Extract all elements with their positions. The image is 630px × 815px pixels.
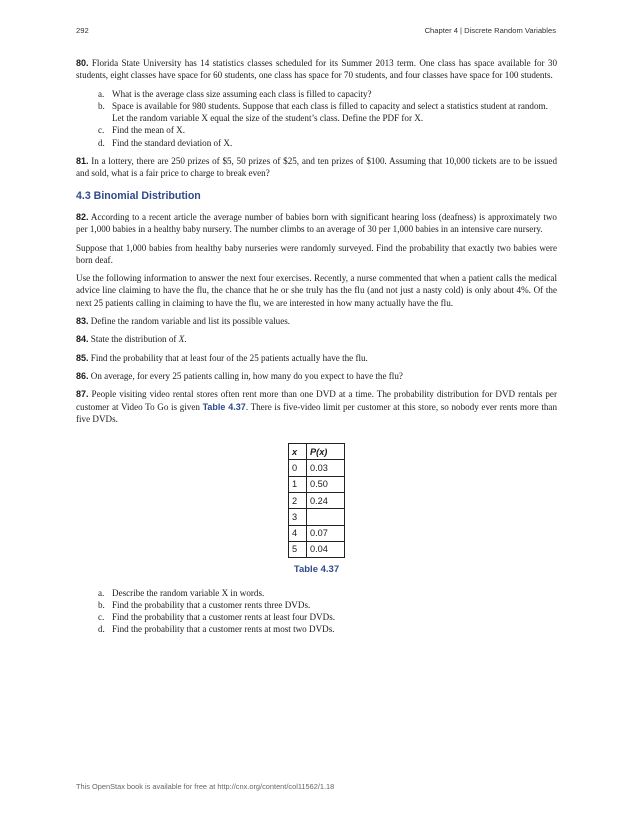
part-text: What is the average class size assuming each class is filled to capacity? — [112, 88, 372, 99]
problem-82-followup: Suppose that 1,000 babies from healthy baby nurseries were randomly surveyed. Find the probability that exactly two babies were born deaf. — [76, 242, 557, 265]
list-item — [98, 137, 557, 149]
part-label: a. — [98, 587, 105, 598]
list-item — [98, 623, 557, 635]
list-item — [98, 599, 557, 611]
problem-text: On average, for every 25 patients calling in, how many do you expect to have the flu? — [90, 370, 403, 381]
problem-85 — [76, 352, 557, 364]
problem-text: State the distribution of — [90, 334, 179, 345]
problem-80-parts — [76, 88, 557, 149]
list-item — [98, 88, 557, 100]
problem-83 — [76, 315, 557, 327]
problem-82 — [76, 211, 557, 236]
table-cell: 3 — [289, 509, 307, 525]
variable-x: X — [178, 334, 185, 345]
table-row — [289, 509, 345, 525]
problem-text-end: . There is five-video limit per customer at this store, so nobody ever rents more than five DVDs. — [76, 401, 557, 424]
problem-text: In a lottery, there are 250 prizes of $5, 50 prizes of $25, and ten prizes of $100. Assuming that 10,000 tickets are to be issued and sold, what is a fair price to charge to break even? — [76, 156, 557, 179]
table-link[interactable]: Table 4.37 — [202, 401, 246, 412]
problem-text: People visiting video rental stores often rent more than one DVD at a time. The probability distribution for DVD rentals per customer at Video To Go is given — [76, 389, 557, 412]
problem-number: 85. — [76, 352, 89, 363]
problem-81 — [76, 155, 557, 180]
problem-87 — [76, 388, 557, 425]
table-header-x: x — [289, 444, 307, 460]
page-header — [76, 26, 556, 38]
table-cell: 0.07 — [307, 525, 345, 541]
part-text: Space is available for 980 students. Suppose that each class is filled to capacity and select a statistics student at random. Let the random variable X equal the size of the student’s class. Define the PDF for X. — [112, 100, 548, 124]
part-text: Find the probability that a customer rents at least four DVDs. — [112, 612, 336, 623]
page-footer: This OpenStax book is available for free at http://cnx.org/content/col11562/1.18 — [76, 782, 335, 791]
problem-86 — [76, 370, 557, 382]
problem-84 — [76, 333, 557, 345]
part-label: a. — [98, 88, 105, 99]
part-label: c. — [98, 125, 105, 136]
problem-80 — [76, 57, 557, 82]
table-cell: 4 — [289, 525, 307, 541]
period: . — [184, 334, 187, 345]
part-text: Find the probability that a customer rents three DVDs. — [112, 599, 311, 610]
part-label: d. — [98, 137, 105, 148]
section-title: 4.3 Binomial Distribution — [76, 189, 201, 202]
page-content — [76, 57, 557, 642]
table-cell: 0 — [289, 460, 307, 476]
table-row — [289, 460, 345, 476]
table-cell — [307, 509, 345, 525]
table-caption: Table 4.37 — [293, 564, 340, 576]
part-label: b. — [98, 599, 105, 610]
problem-number: 81. — [76, 156, 89, 167]
problem-number: 87. — [76, 389, 89, 400]
table-cell: 2 — [289, 493, 307, 509]
table-cell: 0.03 — [307, 460, 345, 476]
list-item — [98, 100, 557, 125]
part-label: c. — [98, 612, 105, 623]
table-row — [289, 476, 345, 492]
part-text: Describe the random variable X in words. — [112, 587, 265, 598]
list-item — [98, 611, 557, 623]
probability-table — [288, 443, 345, 558]
table-row — [289, 493, 345, 509]
table-row — [289, 541, 345, 557]
table-header-row — [289, 444, 345, 460]
part-text: Find the probability that a customer rents at most two DVDs. — [112, 624, 335, 635]
part-text: Find the standard deviation of X. — [112, 137, 233, 148]
problem-number: 82. — [76, 211, 89, 222]
list-item — [98, 587, 557, 599]
table-cell: 0.04 — [307, 541, 345, 557]
table-cell: 0.24 — [307, 493, 345, 509]
problem-number: 84. — [76, 334, 89, 345]
part-label: b. — [98, 100, 105, 111]
problem-text: Find the probability that at least four of the 25 patients actually have the flu. — [90, 352, 368, 363]
problem-number: 83. — [76, 316, 89, 327]
problem-87-parts — [76, 587, 557, 636]
part-label: d. — [98, 624, 105, 635]
info-paragraph: Use the following information to answer the next four exercises. Recently, a nurse commented that when a patient calls the medical advice line claiming to have the flu, the chance that he or she truly has the flu (and not just a nasty cold) is only about 4%. Of the next 25 patients calling in claiming to have the flu, we are interested in how many actually have the flu. — [76, 273, 557, 308]
chapter-title: Chapter 4 | Discrete Random Variables — [424, 26, 556, 35]
problem-number: 86. — [76, 370, 89, 381]
table-cell: 5 — [289, 541, 307, 557]
table-header-px: P(x) — [307, 444, 345, 460]
problem-number: 80. — [76, 58, 89, 68]
problem-text: According to a recent article the average number of babies born with significant hearing loss (deafness) is approximately two per 1,000 babies in a healthy baby nursery. The number climbs to an average of 30 per 1,000 babies in an intensive care nursery. — [76, 211, 557, 235]
table-cell: 0.50 — [307, 476, 345, 492]
list-item — [98, 124, 557, 136]
part-text: Find the mean of X. — [112, 125, 185, 136]
page-number: 292 — [76, 26, 89, 35]
table-cell: 1 — [289, 476, 307, 492]
problem-text: Define the random variable and list its possible values. — [90, 316, 291, 327]
table-row — [289, 525, 345, 541]
problem-text: Florida State University has 14 statistics classes scheduled for its Summer 2013 term. One class has space available for 30 students, eight classes have space for 60 students, one class has space for 70 students, and four classes have space for 100 students. — [76, 58, 557, 81]
